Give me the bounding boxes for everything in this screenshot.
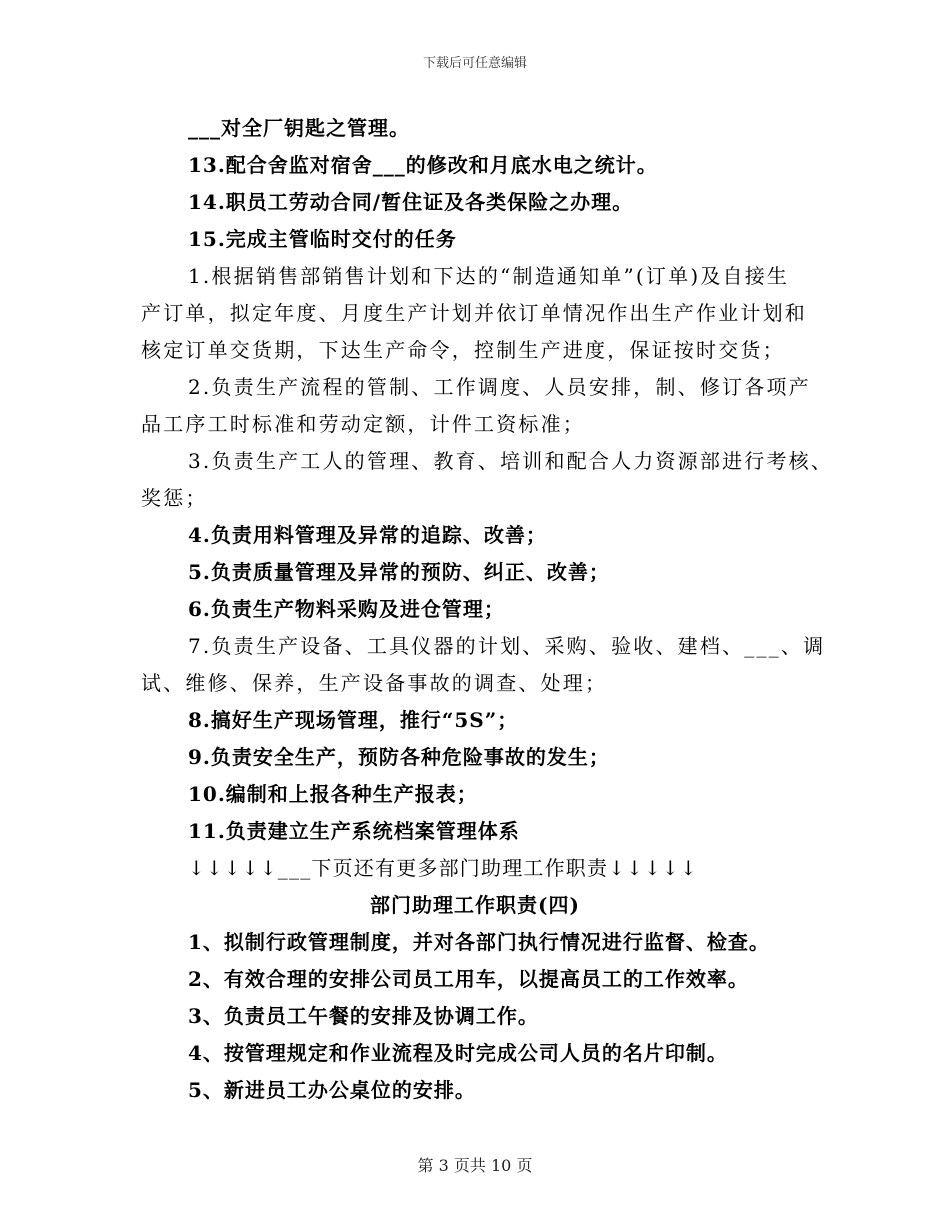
text-line: 3、负责员工午餐的安排及协调工作。 [188,1004,539,1028]
text-line: 15.完成主管临时交付的任务 [188,227,457,251]
text-line: 13.配合舍监对宿舍___的修改和月底水电之统计。 [188,153,658,177]
text-line: 试、维修、保养，生产设备事故的调查、处理； [141,671,608,695]
text-line: 10.编制和上报各种生产报表； [188,782,478,806]
text-line: 6.负责生产物料采购及进仓管理； [188,597,505,621]
text-line: ___对全厂钥匙之管理。 [188,116,410,140]
text-line: 5.负责质量管理及异常的预防、纠正、改善； [188,560,610,584]
text-line: 2.负责生产流程的管制、工作调度、人员安排，制、修订各项产 [188,375,811,399]
text-line: 7.负责生产设备、工具仪器的计划、采购、验收、建档、___、调 [188,634,826,658]
text-line: 奖惩； [141,486,208,510]
text-line: 14.职员工劳动合同/暂住证及各类保险之办理。 [188,190,634,214]
text-line: 9.负责安全生产，预防各种危险事故的发生； [188,745,610,769]
text-line: 11.负责建立生产系统档案管理体系 [188,819,520,843]
text-line: 1.根据销售部销售计划和下达的“制造通知单”(订单)及自接生 [188,264,790,288]
text-line: 产订单，拟定年度、月度生产计划并依订单情况作出生产作业计划和 [141,301,807,325]
text-line: 8.搞好生产现场管理，推行“5S”； [188,708,519,732]
section-title: 部门助理工作职责(四) [370,893,580,917]
page-header: 下载后可任意编辑 [422,56,527,71]
text-line: 品工序工时标准和劳动定额，计件工资标准； [141,412,585,436]
text-line: 4.负责用料管理及异常的追踪、改善； [188,523,547,547]
continue-notice: ↓↓↓↓↓___下页还有更多部门助理工作职责↓↓↓↓↓ [188,856,698,880]
text-line: 2、有效合理的安排公司员工用车，以提高员工的工作效率。 [188,967,749,991]
text-line: 1、拟制行政管理制度，并对各部门执行情况进行监督、检查。 [188,930,770,954]
page-footer: 第 3 页共 10 页 [417,1156,533,1175]
text-line: 5、新进员工办公桌位的安排。 [188,1078,476,1102]
text-line: 核定订单交货期，下达生产命令，控制生产进度，保证按时交货； [141,338,785,362]
text-line: 4、按管理规定和作业流程及时完成公司人员的名片印制。 [188,1041,728,1065]
text-line: 3.负责生产工人的管理、教育、培训和配合人力资源部进行考核、 [188,449,834,473]
